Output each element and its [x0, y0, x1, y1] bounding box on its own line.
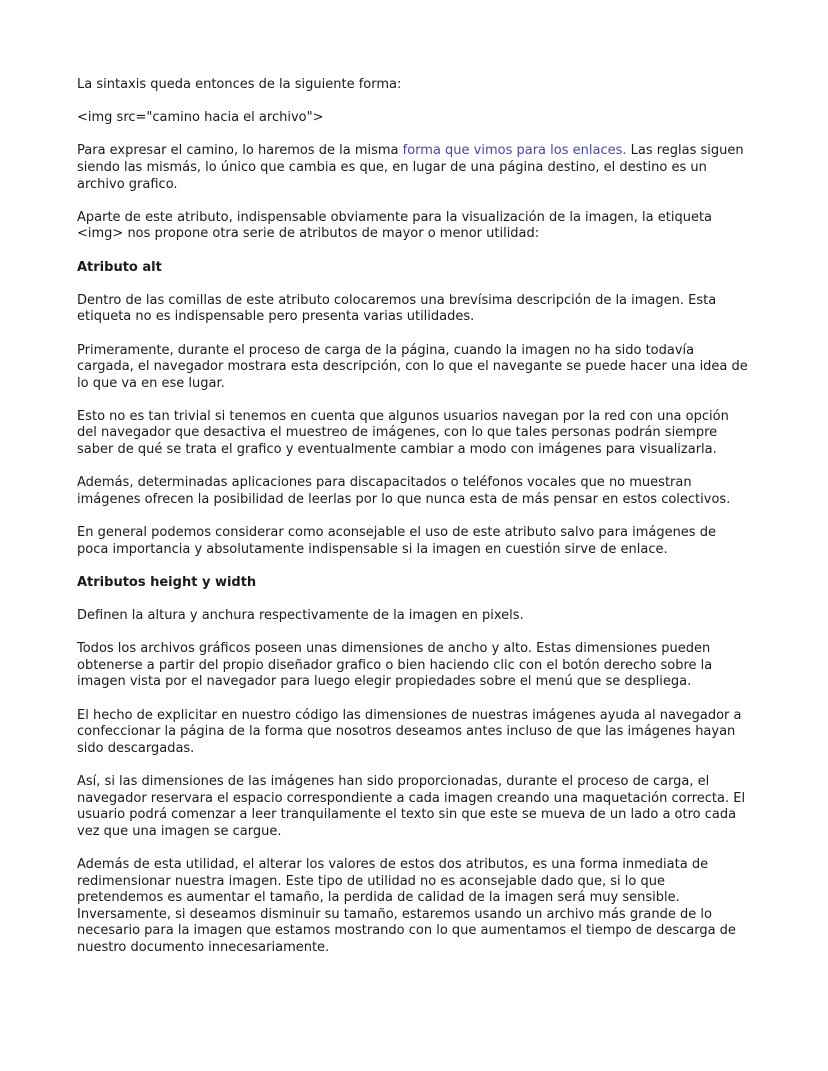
path-text-after-link: Las reglas siguen siendo las mismás, lo único que cambia es que, en lugar de una página destino, el destino es un archivo grafico.	[77, 143, 744, 192]
other-attributes-paragraph: Aparte de este atributo, indispensable obviamente para la visualización de la imagen, la etiqueta <img> nos propone otra serie de atributos de mayor o menor utilidad:	[77, 209, 713, 242]
enlaces-link[interactable]: forma que vimos para los enlaces.	[402, 143, 627, 159]
alt-paragraph: Dentro de las comillas de este atributo colocaremos una brevísima descripción de la imagen. Esta etiqueta no es indispensable pero presenta varias utilidades.	[77, 292, 717, 325]
alt-paragraph: Además, determinadas aplicaciones para discapacitados o teléfonos vocales que no muestran imágenes ofrecen la posibilidad de leerlas por lo que nunca esta de más pensar en estos colectivos.	[77, 475, 731, 507]
height-width-paragraph: Todos los archivos gráficos poseen unas dimensiones de ancho y alto. Estas dimensiones pueden obtenerse a partir del propio diseñador grafico o bien haciendo clic con el botón derecho sobre la imagen vista por el navegador para luego elegir propiedades sobre el menú que se despliega.	[77, 641, 713, 690]
path-text-before-link: Para expresar el camino, lo haremos de la misma	[77, 143, 403, 159]
path-paragraph	[77, 143, 749, 193]
section-heading-height-width: Atributos height y width	[77, 574, 257, 590]
height-width-paragraph: El hecho de explicitar en nuestro código las dimensiones de nuestras imágenes ayuda al navegador a confeccionar la página de la forma que nosotros deseamos antes incluso de que las imágenes hayan sido descargadas.	[77, 707, 742, 756]
height-width-paragraph: Además de esta utilidad, el alterar los valores de estos dos atributos, es una forma inmediata de redimensionar nuestra imagen. Este tipo de utilidad no es aconsejable dado que, si lo que pretendemos es aumentar el tamaño, la perdida de calidad de la imagen será muy sensible. Inversamente, si deseamos disminuir su tamaño, estaremos usando un archivo más grande de lo necesario para la imagen que estamos mostrando con lo que aumentamos el tiempo de descarga de nuestro documento innecesariamente.	[77, 856, 736, 955]
height-width-paragraph: Así, si las dimensiones de las imágenes han sido proporcionadas, durante el proceso de carga, el navegador reservara el espacio correspondiente a cada imagen creando una maquetación correcta. El usuario podrá comenzar a leer tranquilamente el texto sin que este se mueva de un lado a otro cada vez que una imagen se cargue.	[77, 773, 746, 839]
code-example: <img src="camino hacia el archivo">	[77, 110, 324, 126]
alt-paragraph: Esto no es tan trivial si tenemos en cuenta que algunos usuarios navegan por la red con una opción del navegador que desactiva el muestreo de imágenes, con lo que tales personas podrán siempre saber de qué se trata el grafico y eventualmente cambiar a modo con imágenes para visualizarla.	[77, 408, 729, 458]
intro-paragraph: La sintaxis queda entonces de la siguiente forma:	[77, 77, 402, 92]
height-width-paragraph: Definen la altura y anchura respectivamente de la imagen en pixels.	[77, 608, 524, 623]
alt-paragraph: En general podemos considerar como aconsejable el uso de este atributo salvo para imágenes de poca importancia y absolutamente indispensable si la imagen en cuestión sirve de enlace.	[77, 525, 716, 557]
document-page	[77, 77, 749, 973]
section-heading-alt: Atributo alt	[77, 259, 162, 275]
alt-paragraph: Primeramente, durante el proceso de carga de la página, cuando la imagen no ha sido todavía cargada, el navegador mostrara esta descripción, con lo que el navegante se puede hacer una idea de lo que va en ese lugar.	[77, 342, 748, 391]
